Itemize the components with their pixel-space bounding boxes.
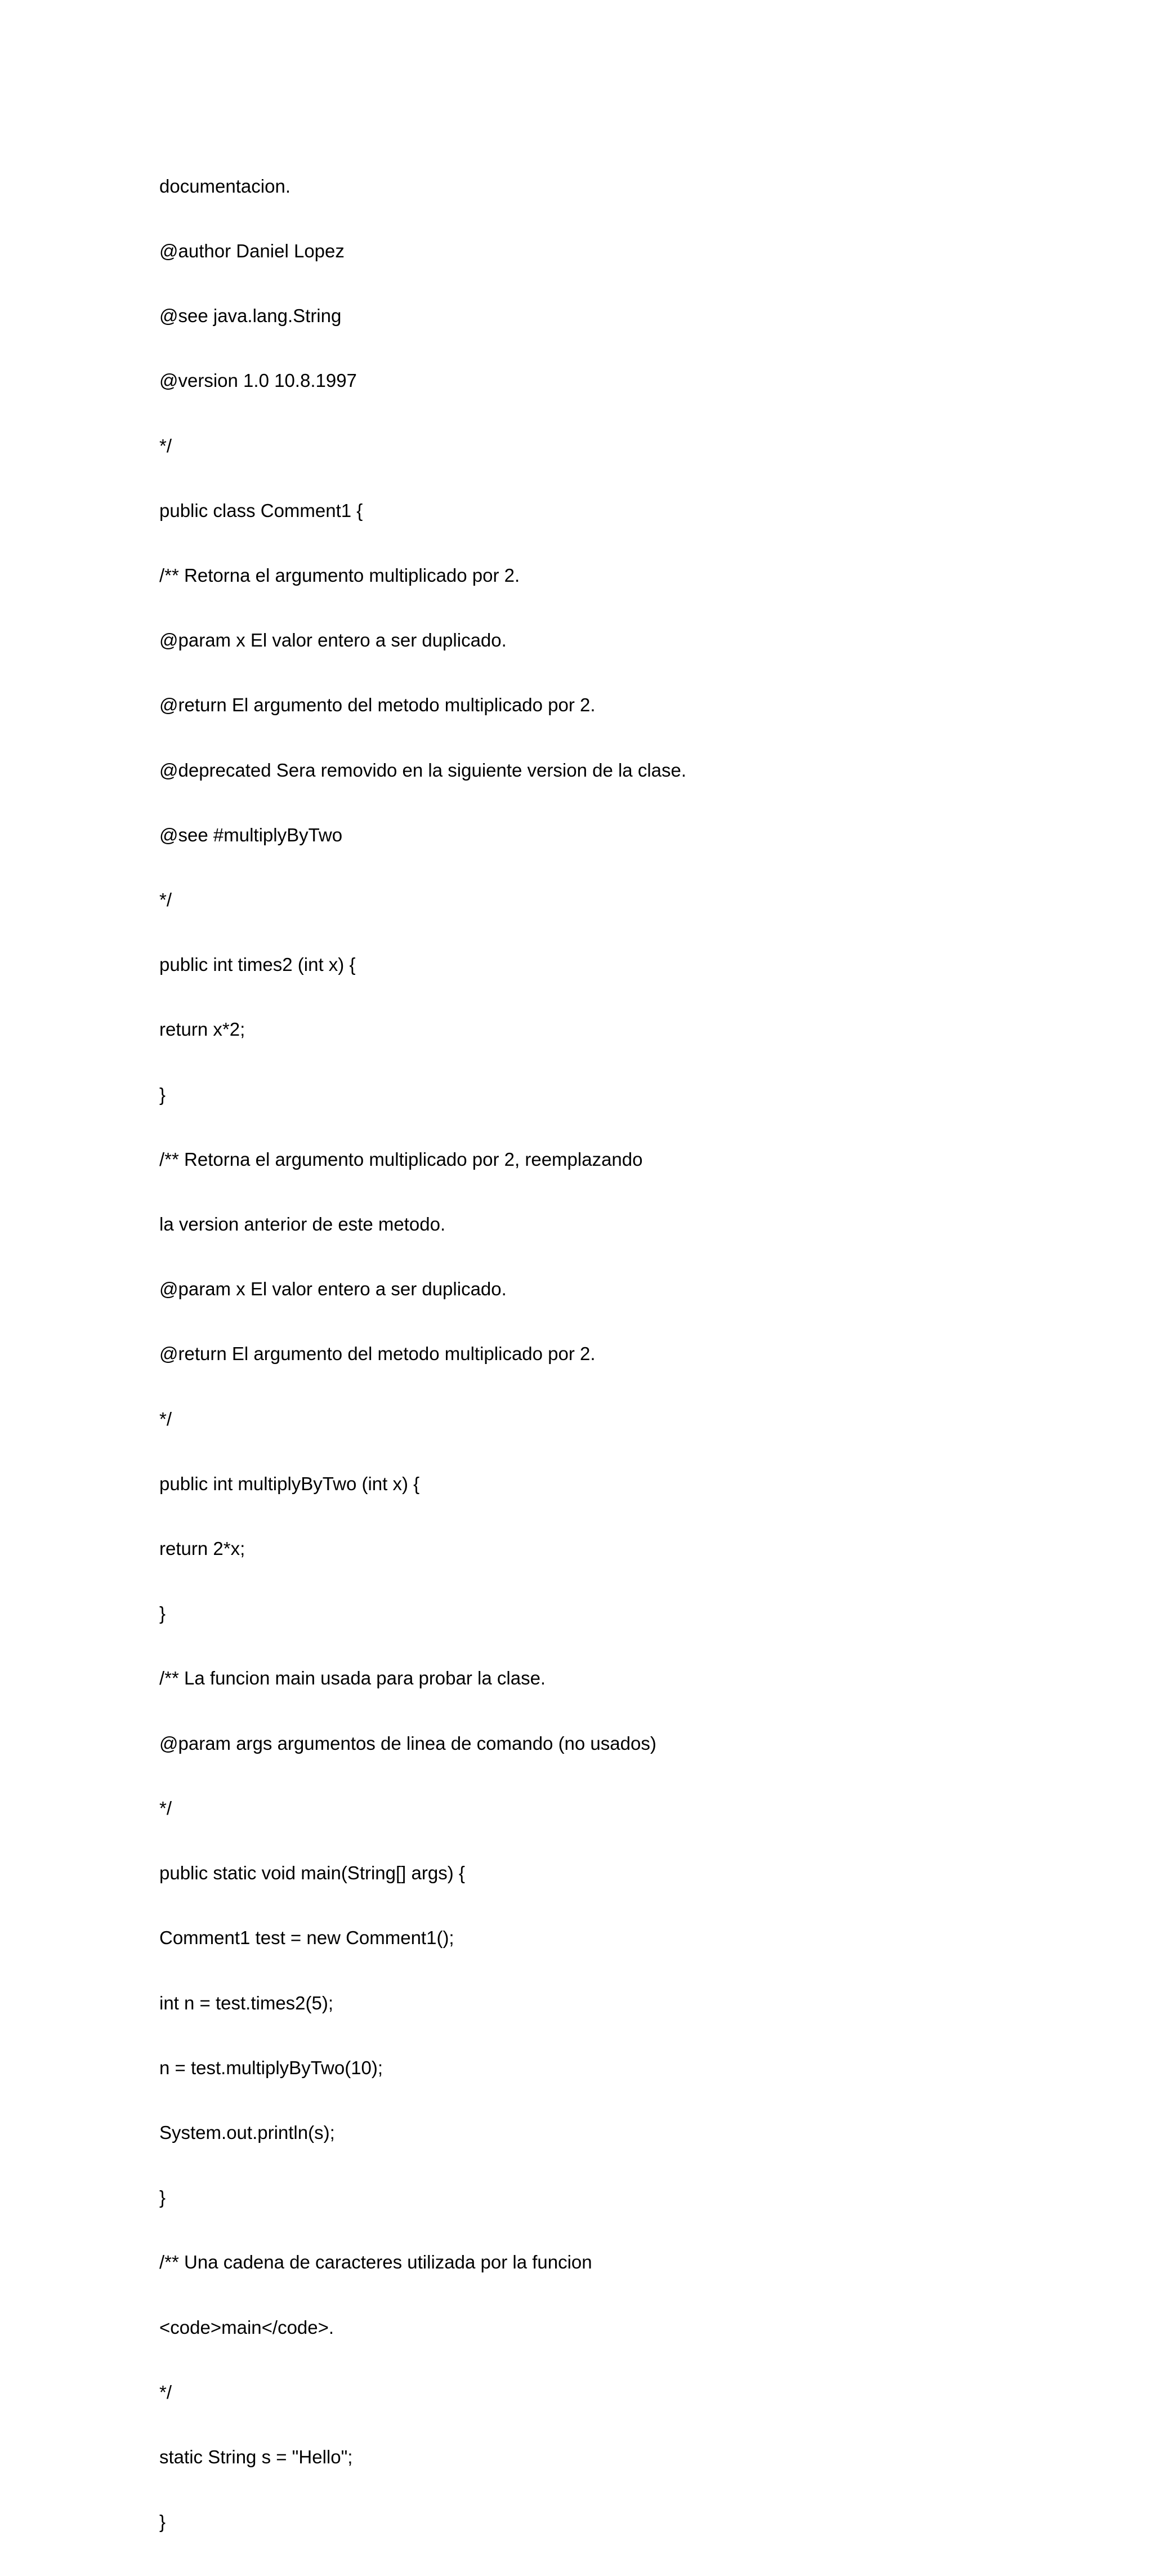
code-line: @return El argumento del metodo multiplicado por 2. <box>159 1343 596 1365</box>
code-line: /** La funcion main usada para probar la clase. <box>159 1668 546 1689</box>
code-line: @return El argumento del metodo multiplicado por 2. <box>159 694 596 716</box>
code-line: } <box>159 2511 166 2533</box>
code-line: public class Comment1 { <box>159 500 363 521</box>
code-line: static String s = "Hello"; <box>159 2446 353 2467</box>
code-line: Comment1 test = new Comment1(); <box>159 1927 454 1949</box>
code-line: @param args argumentos de linea de comando (no usados) <box>159 1732 656 1754</box>
code-line: n = test.multiplyByTwo(10); <box>159 2057 383 2078</box>
code-line: @see #multiplyByTwo <box>159 824 343 845</box>
code-line: documentacion. <box>159 175 291 197</box>
code-line: @author Daniel Lopez <box>159 240 345 262</box>
code-line: public int multiplyByTwo (int x) { <box>159 1473 420 1494</box>
code-line: @deprecated Sera removido en la siguiente version de la clase. <box>159 759 687 781</box>
code-line: /** Retorna el argumento multiplicado por 2, reemplazando <box>159 1148 643 1170</box>
code-line: @version 1.0 10.8.1997 <box>159 370 357 391</box>
code-line: } <box>159 2187 166 2208</box>
code-line: la version anterior de este metodo. <box>159 1214 446 1235</box>
code-line: */ <box>159 435 172 456</box>
code-line: */ <box>159 1408 172 1429</box>
code-line: return 2*x; <box>159 1538 245 1559</box>
code-line: int n = test.times2(5); <box>159 1992 334 2013</box>
code-line: */ <box>159 1797 172 1819</box>
code-line: public int times2 (int x) { <box>159 954 356 975</box>
code-line: @param x El valor entero a ser duplicado. <box>159 1278 507 1300</box>
code-listing <box>159 132 686 2576</box>
code-line: } <box>159 1603 166 1624</box>
code-line: return x*2; <box>159 1019 245 1040</box>
code-line: /** Retorna el argumento multiplicado por 2. <box>159 565 520 586</box>
code-line: public static void main(String[] args) { <box>159 1862 465 1884</box>
code-line: System.out.println(s); <box>159 2122 335 2143</box>
code-line: */ <box>159 2381 172 2403</box>
code-line: /** Una cadena de caracteres utilizada por la funcion <box>159 2252 592 2273</box>
code-line: @param x El valor entero a ser duplicado. <box>159 630 507 651</box>
code-line: } <box>159 1084 166 1105</box>
code-line: */ <box>159 889 172 911</box>
code-line: <code>main</code>. <box>159 2316 334 2338</box>
code-line: @see java.lang.String <box>159 305 342 327</box>
